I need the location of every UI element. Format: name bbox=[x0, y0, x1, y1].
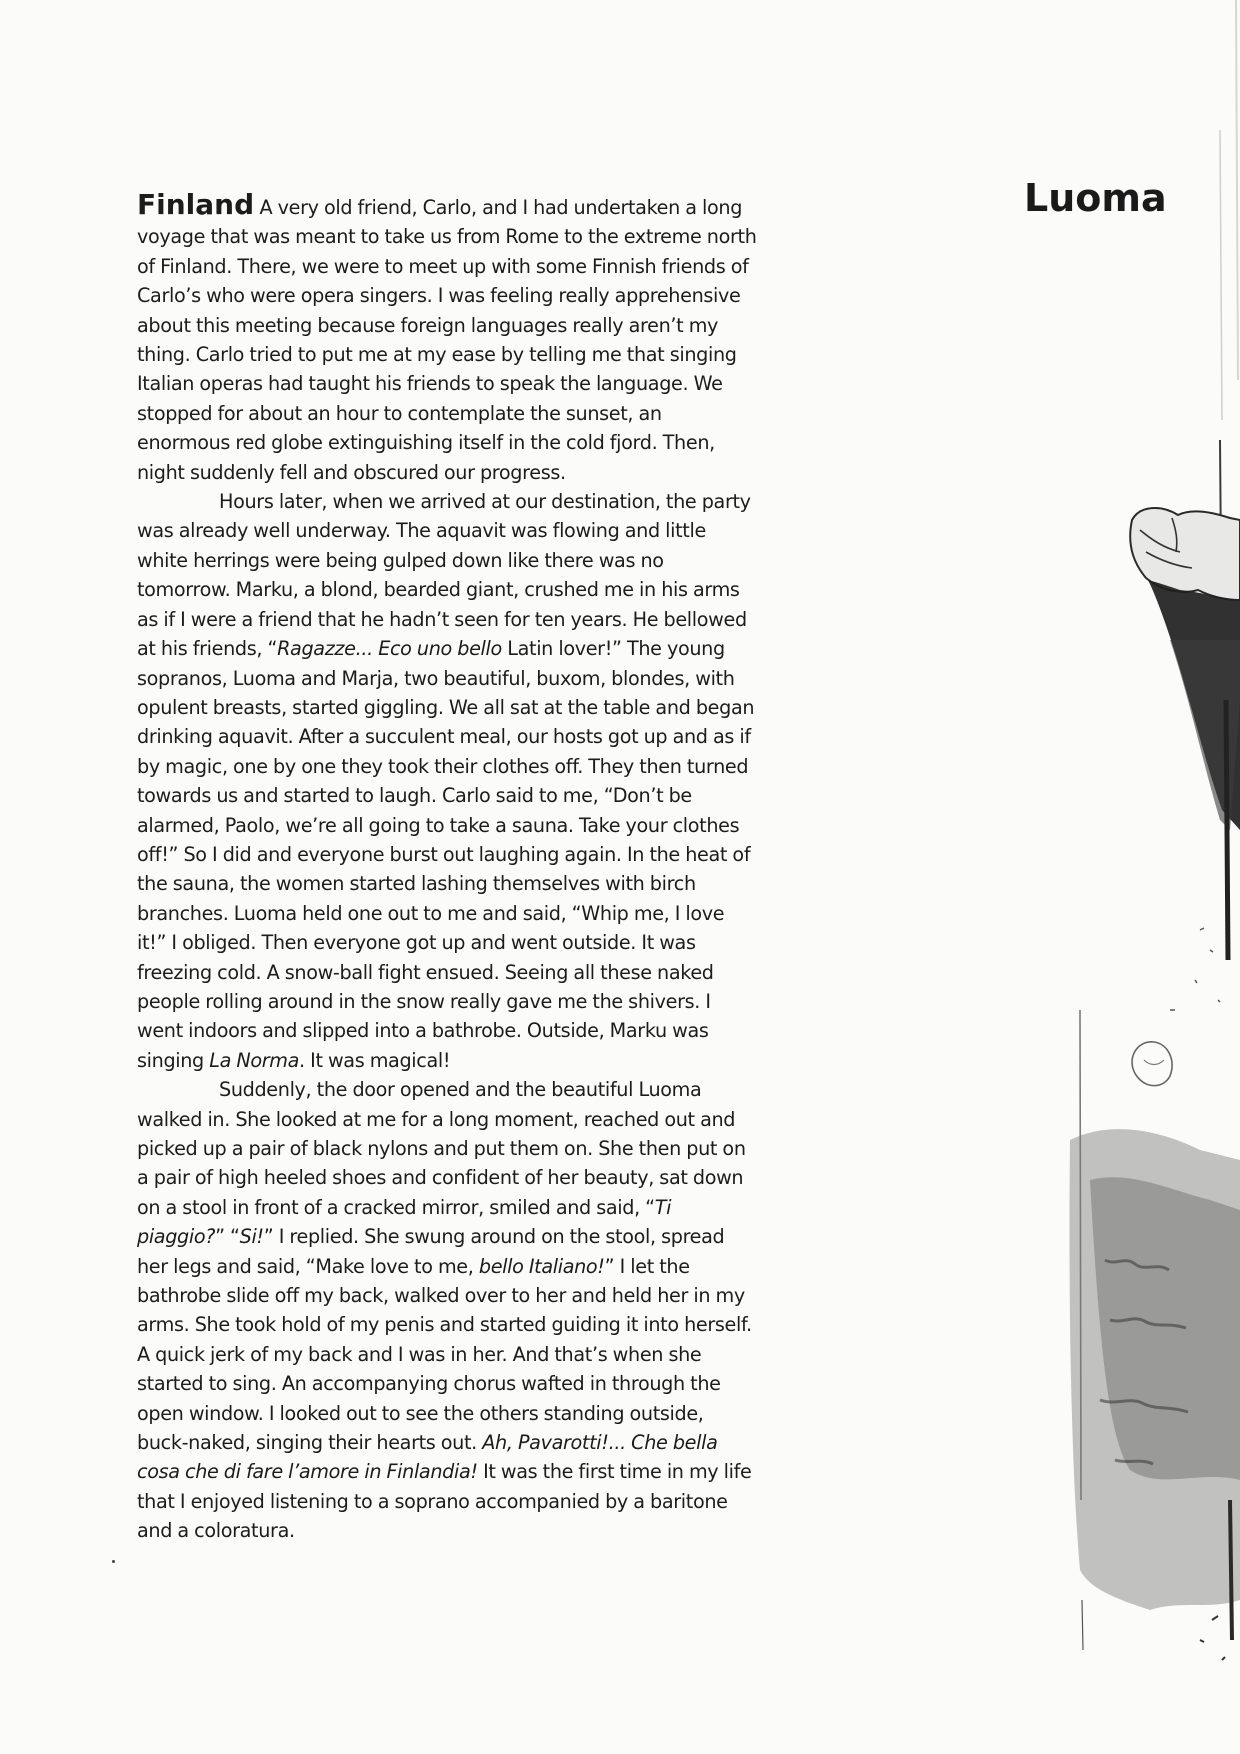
lead-word: Finland bbox=[137, 188, 255, 221]
ink-vertical-stroke bbox=[1082, 1600, 1083, 1650]
paragraph-2-text-a: Hours later, when we arrived at our destination, the party was already well underway. The aquavit was flowing and little white herrings were being gulped down like there was no tomorrow. Marku, a blond, bearded giant, crushed me in his arms as if I were a friend that he hadn’t seen for ten years. He bellowed at his friends, “ bbox=[137, 490, 751, 661]
paragraph-3-text-d: ” I let the bathrobe slide off my back, walked over to her and held her in my arms. She took hold of my penis and started guiding it into herself. A quick jerk of my back and I was in her. And that’s when she started to sing. An accompanying chorus wafted in through the open window. I looked out to see the others standing outside, buck-naked, singing their hearts out. bbox=[137, 1254, 752, 1455]
ink-vertical-stroke bbox=[1230, 1500, 1232, 1640]
paragraph-2-italic-2: La Norma bbox=[209, 1048, 300, 1072]
paragraph-3-text-c: ” I replied. She swung around on the stool, spread her legs and said, “Make love to me, bbox=[137, 1225, 725, 1278]
paragraph-3-italic-1: Ti piaggio? bbox=[137, 1195, 672, 1249]
paragraph-2 bbox=[137, 487, 757, 1075]
paragraph-3-text-b: ” “ bbox=[215, 1225, 240, 1249]
page-title: Luoma bbox=[1024, 176, 1167, 220]
paragraph-2-text-c: . It was magical! bbox=[299, 1048, 451, 1072]
ink-arm-wash bbox=[1170, 640, 1240, 830]
sketch-face-detail bbox=[1144, 1060, 1164, 1065]
paragraph-3-text-e: It was the first time in my life that I enjoyed listening to a soprano accompanied by a baritone and a coloratura. bbox=[137, 1460, 752, 1543]
ink-speck bbox=[1170, 928, 1220, 1010]
ink-vertical-stroke bbox=[1226, 700, 1228, 960]
paragraph-2-text-b: Latin lover!” The young sopranos, Luoma and Marja, two beautiful, buxom, blondes, with opulent breasts, started giggling. We all sat at the table and began drinking aquavit. After a succulent meal, our hosts got up and as if by magic, one by one they took their clothes off. They then turned towards us and started to laugh. Carlo said to me, “Don’t be alarmed, Paolo, we’re all going to take a sauna. Take your clothes off!” So I did and everyone burst out laughing again. In the heat of the sauna, the women started lashing themselves with birch branches. Luoma held one out to me and said, “Whip me, I love it!” I obliged. Then everyone got up and went outside. It was freezing cold. A snow-ball fight ensued. Seeing all these naked people rolling around in the snow really gave me the shivers. I went indoors and slipped into a bathrobe. Outside, Marku was singing bbox=[137, 637, 755, 1072]
hand-drawing bbox=[1130, 508, 1240, 600]
paragraph-2-italic-1: Ragazze... Eco uno bello bbox=[277, 637, 502, 661]
paragraph-3-italic-4: Ah, Pavarotti!... Che bella cosa che di fare l’amore in Finlandia! bbox=[137, 1431, 718, 1484]
story-text bbox=[137, 190, 757, 1546]
ink-speck bbox=[1200, 1616, 1225, 1660]
paragraph-3-italic-2: Si! bbox=[239, 1225, 264, 1249]
paragraph-1-text: A very old friend, Carlo, and I had undertaken a long voyage that was meant to take us from Rome to the extreme north of Finland. There, we were to meet up with some Finnish friends of Carlo’s who were opera singers. I was feeling really apprehensive about this meeting because foreign languages really aren’t my thing. Carlo tried to put me at my ease by telling me that singing Italian operas had taught his friends to speak the language. We stopped for about an hour to contemplate the sunset, an enormous red globe extinguishing itself in the cold fjord. Then, night suddenly fell and obscured our progress. bbox=[137, 196, 757, 484]
stray-dot bbox=[112, 1560, 115, 1563]
paragraph-3-text-a: Suddenly, the door opened and the beautiful Luoma walked in. She looked at me for a long moment, reached out and picked up a pair of black nylons and put them on. She then put on a pair of high heeled shoes and confident of her beauty, sat down on a stool in front of a cracked mirror, smiled and said, “ bbox=[137, 1078, 746, 1219]
ink-illustration bbox=[940, 0, 1240, 1754]
paragraph-1 bbox=[137, 190, 757, 487]
paragraph-3-italic-3: bello Italiano! bbox=[478, 1254, 605, 1278]
paragraph-3 bbox=[137, 1075, 757, 1546]
pencil-edge-line bbox=[1220, 130, 1222, 420]
pencil-edge-line bbox=[1236, 0, 1238, 380]
